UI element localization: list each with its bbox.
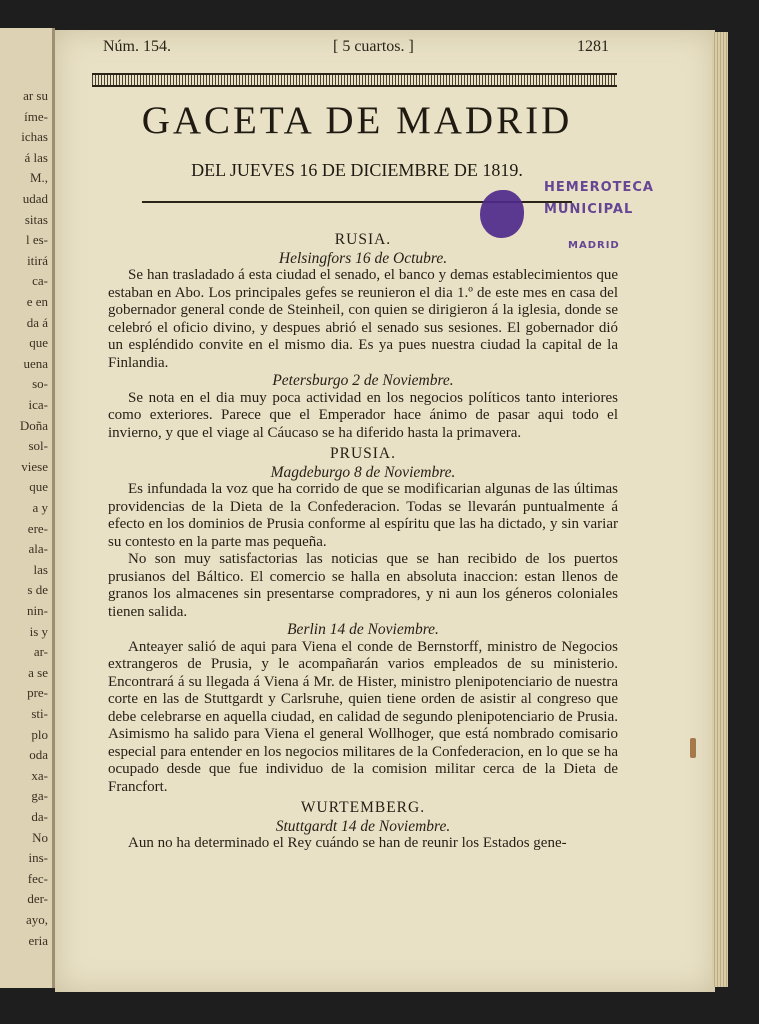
left-page-text-fragment: ala-: [28, 541, 48, 557]
left-page-text-fragment: viese: [21, 458, 48, 474]
section-heading-prusia: PRUSIA.: [329, 445, 396, 462]
left-page-text-fragment: udad: [22, 191, 48, 206]
left-page-text-fragment: xa-: [31, 767, 48, 783]
left-page-fragment: [0, 28, 55, 988]
dateline-petersburgo: Petersburgo 2 de Noviembre.: [272, 372, 454, 389]
left-page-text-fragment: e en: [26, 294, 48, 309]
left-page-text-fragment: so-: [32, 376, 48, 392]
page-number: 1281: [577, 38, 609, 55]
stamp-line-2: MUNICIPAL: [544, 202, 634, 217]
section-heading-rusia: RUSIA.: [334, 231, 392, 248]
left-page-text-fragment: plo: [31, 726, 48, 742]
newspaper-page: [55, 30, 715, 992]
paragraph: Se nota en el dia muy poca actividad en los negocios políticos tanto interiores como exteriores. Parece que el Emperador hace ánimo de pasar aqui todo el invierno, y que el viage al Cáucaso se ha diferido hasta la primavera.: [108, 389, 618, 441]
paper-blemish: [690, 738, 696, 758]
paragraph: Aun no ha determinado el Rey cuándo se han de reunir los Estados gene-: [128, 835, 567, 851]
left-page-text-fragment: da-: [31, 809, 48, 824]
section-heading-wurtemberg: WURTEMBERG.: [300, 799, 426, 816]
masthead-date: DEL JUEVES 16 DE DICIEMBRE DE 1819.: [191, 160, 523, 180]
paragraph: Es infundada la voz que ha corrido de que se modificarian algunas de las últimas providencias de la Dieta de la Confederacion. Todas se llevarán puntualmente á efecto en los dominios de Prusia conforme al espíritu que las ha dictado, y sin variar su contesto en la parte mas pequeña.: [108, 481, 618, 550]
left-page-text-fragment: ca-: [32, 273, 48, 289]
left-page-text-fragment: eria: [28, 932, 48, 948]
left-page-text-fragment: pre-: [27, 685, 48, 701]
left-page-text-fragment: M.,: [29, 170, 48, 186]
left-page-text-fragment: itirá: [27, 252, 48, 268]
left-page-text-fragment: s de: [27, 582, 48, 598]
left-page-text-fragment: sti-: [31, 706, 48, 721]
left-page-text-fragment: uena: [23, 355, 48, 371]
dateline-magdeburgo: Magdeburgo 8 de Noviembre.: [270, 463, 456, 481]
left-page-text-fragment: las: [33, 561, 48, 577]
paragraph: Se han trasladado á esta ciudad el senado, el banco y demas establecimientos que estaban en Abo. Los principales gefes se reunieron el dia 1.º de este mes en casa del gobernador general conde de Steinheil, con quien se dirigieron á la iglesia, donde se celebró el oficio divino, y despues abrió el senado sus sesiones. El gobernador dió un espléndido convite en el mismo dia. Es ya pues nuestra ciudad la capital de la Finlandia.: [108, 267, 618, 371]
left-page-text-fragment: ar su: [23, 88, 48, 103]
ornamental-rule: [92, 73, 617, 87]
left-page-text-fragment: a y: [32, 500, 48, 515]
dateline-stuttgardt: Stuttgardt 14 de Noviembre.: [275, 817, 451, 835]
left-page-text-fragment: que: [29, 479, 48, 495]
left-page-text-fragment: fec-: [27, 870, 48, 886]
left-page-text-fragment: is y: [29, 623, 48, 639]
paragraph: No son muy satisfactorias las noticias que se han recibido de los puertos prusianos del Báltico. El comercio se halla en absoluta inaccion: estan llenos de granos los almacenes sin presentarse compradores, y ni aun los géneros coloniales tienen salida.: [108, 551, 618, 620]
left-page-text-fragment: l es-: [25, 232, 48, 248]
left-page-text-fragment: oda: [29, 747, 48, 763]
left-page-text-fragment: sitas: [24, 211, 48, 227]
left-page-text-fragment: a se: [28, 664, 48, 680]
page-stack-edge: [712, 32, 728, 987]
issue-number: Núm. 154.: [103, 38, 171, 55]
dateline-berlin: Berlin 14 de Noviembre.: [287, 621, 439, 638]
left-page-text-fragment: ichas: [21, 129, 48, 145]
left-page-text-fragment: ere-: [27, 520, 48, 536]
left-page-text-fragment: da á: [26, 314, 48, 330]
left-page-text-fragment: sol-: [28, 438, 48, 454]
left-page-text-fragment: ica-: [28, 397, 48, 412]
paragraph: Anteayer salió de aqui para Viena el conde de Bernstorff, ministro de Negocios extrangeros de Prusia, y le acompañarán varios empleados de su ministerio. Encontrará á su llegada á Viena á Mr. de Hister, ministro plenipotenciario de nuestra corte en las de Stuttgardt y Carlsruhe, quien tiene orden de asistir al congreso que debe celebrarse en aquella ciudad, en calidad de segundo plenipotenciario de Prusia. Asimismo ha salido para Viena el general Wollhoger, que está nombrado comisario especial para entender en los negocios militares de la Confederacion, en lo que se ha ocupado desde que fue individuo de la comision militar cerca de la Dieta de Francfort.: [108, 638, 618, 795]
price: [ 5 cuartos. ]: [333, 38, 414, 55]
left-page-text-fragment: ins-: [28, 850, 48, 866]
left-page-text-fragment: Doña: [19, 417, 48, 433]
left-page-text-fragment: íme-: [24, 108, 48, 124]
left-page-text-fragment: ga-: [31, 788, 48, 804]
stamp-line-1: HEMEROTECA: [544, 180, 654, 195]
stamp-line-3: MADRID: [568, 240, 620, 251]
article-body: [108, 230, 618, 853]
left-page-text-fragment: ar-: [33, 644, 48, 660]
dateline-helsingfors: Helsingfors 16 de Octubre.: [278, 249, 448, 267]
left-page-text-fragment: á las: [24, 149, 48, 165]
left-page-text-fragment: No: [32, 829, 48, 845]
masthead-title: GACETA DE MADRID: [141, 99, 573, 142]
left-page-text-fragment: nin-: [27, 603, 48, 618]
left-page-text-fragment: der-: [27, 891, 48, 907]
left-page-text-fragment: que: [29, 335, 48, 351]
left-page-text-fragment: ayo,: [25, 912, 48, 927]
